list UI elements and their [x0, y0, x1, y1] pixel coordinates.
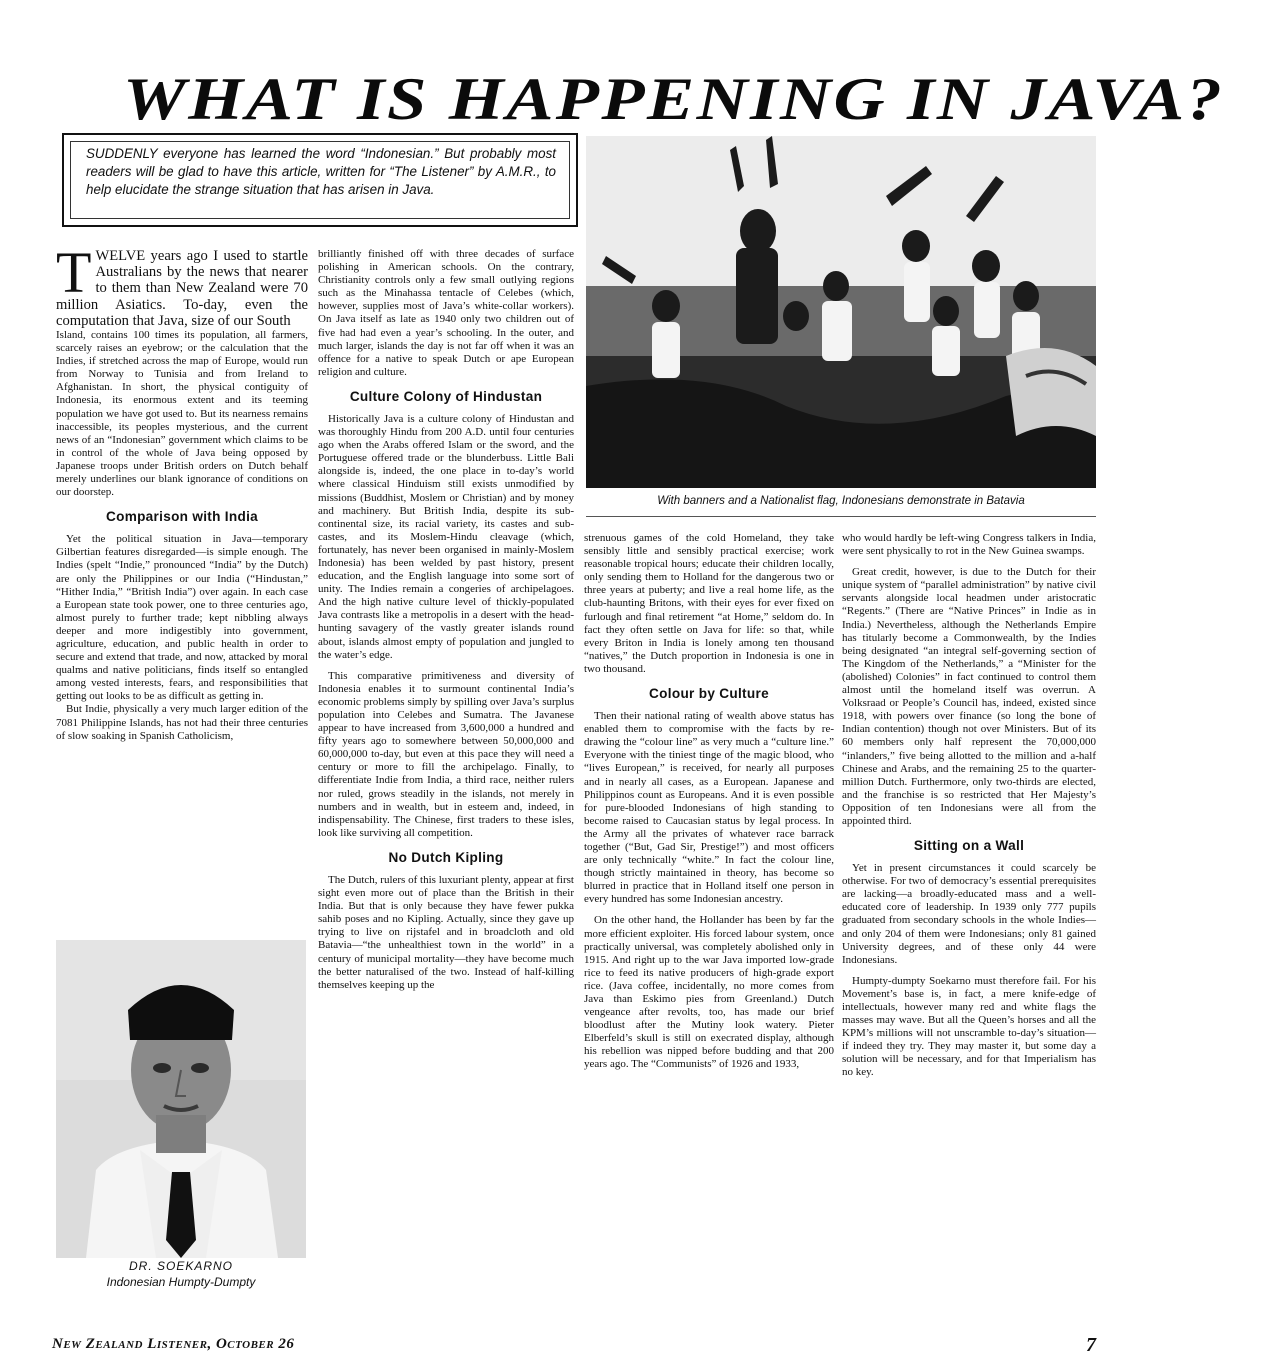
paragraph: Yet the political situation in Java—temporary Gilbertian features disregarded—is simple enough. The Indies (spelt “Indie,” pronounced “India” by the Dutch) are only the Philippines or our India (“Hindustan,” “Hither India,” “British India”) over again. In each case a European state took power, one to three centuries ago, almost purely to further trade; kept nibbling always deeper and more indigestibly into government, agriculture, education, and public health in order to secure and extend that trade, and now, attacked by moral qualms and native politicians, finds itself so entangled among vested interests, fears, and responsibilities that getting out looks to be as difficult as getting in. [56, 533, 308, 703]
subheading-colour-by-culture: Colour by Culture [649, 686, 769, 702]
demonstration-photo [586, 136, 1096, 488]
drop-cap: T [56, 240, 92, 305]
paragraph: This comparative primitiveness and diversity of Indonesia enables it to surmount continental India’s economic problems simply by spilling over Java’s surplus population into Celebes and Sumatra. The Javanese appear to have increased from 3,600,000 a hundred and fifty years ago to somewhere between 50,000,000 and 60,000,000 to-day, but even at this pace they will need a century or more to fill the archipelago. Finally, to differentiate Indie from India, a third race, neither rulers nor ruled, grows steadily in the islands, not merely in numbers and in wealth, but in esteem and, indeed, in indispensability. The Chinese, first traders to these isles, look like surviving all competition. [318, 669, 574, 839]
article-column-1 [56, 240, 308, 930]
paragraph: who would hardly be left-wing Congress talkers in India, were sent physically to rot in the New Guinea swamps. [842, 532, 1096, 558]
paragraph: Great credit, however, is due to the Dutch for their unique system of “parallel administration” by native civil servants alongside local headmen under aristocratic “Regents.” (There are “Native Princes” in Indie as in India.) Nevertheless, although the Netherlands Empire has titularly become a Commonwealth, by the Indies being designated “an integral self-governing section of The Kingdom of the Netherlands,” a “Minister for the (abolished) Colonies” in fact continued to control them almost until the homeland itself was overrun. A Volksraad or People’s Council has, indeed, existed since 1918, with powers over finance (so long the bone of Indian contention) though not over Ministers. But of its 60 members only half represent the 70,000,000 “inlanders,” five being allotted to the million and a-half Chinese and Arabs, and the remaining 25 to the quarter-million Dutch. Furthermore, only two-thirds are elected, and the franchise is so restricted that Her Majesty’s Opposition of ten Indonesians were all from the appointed third. [842, 566, 1096, 827]
subheading-sitting-on-a-wall: Sitting on a Wall [913, 838, 1025, 854]
paragraph: Yet in present circumstances it could scarcely be otherwise. For two of democracy’s essential prerequisites are lacking—a broadly-educated mass and a well-educated core of leadership. In 1939 only 777 pupils graduated from secondary schools in the whole Indies—and only 204 of them were Indonesians; only 81 gained University degrees, and of these only 44 were Indonesians. [842, 862, 1096, 966]
portrait-subtitle: Indonesian Humpty-Dumpty [106, 1275, 256, 1289]
lead-paragraph [56, 240, 308, 329]
article-column-4 [842, 532, 1096, 1296]
paragraph: Humpty-dumpty Soekarno must therefore fail. For his Movement’s base is, in fact, a mere knife-edge of intellectuals, however many red and white flags the masses may wave. But all the Queen’s horses and all the KPM’s millions will not unscramble to-day’s situation—if indeed they try. They may master it, but some day a solution will be necessary, and for that Imperialism has no key. [842, 974, 1096, 1079]
article-column-2 [318, 248, 574, 1296]
portrait-photo [56, 940, 306, 1258]
paragraph: strenuous games of the cold Homeland, they take sensibly little and sensibly practical exercise; work reasonable tropical hours; educate their children locally, only sending them to Holland for the dangerous two or three years at puberty; and live a real home life, as the club-haunting Britons, with their eyes for ever fixed on furlough and final retirement “at Home,” seldom do. In fact they often settle on Java for life: so that, while every Briton in India is lonely among ten thousand “natives,” the Dutch proportion in Indonesia is one in two thousand. [584, 532, 834, 675]
paragraph: Island, contains 100 times its population, all farmers, scarcely raises an eyebrow; or the calculation that the Indies, if stretched across the map of Europe, would run from Norway to Tunisia and from Ireland to Afghanistan. In short, the physical contiguity of Indonesia, its enormous extent and its teeming population we have got used to. But its nearness remains inaccessible, its peoples mysterious, and the current news of an “Indonesian” government which claims to be in control of the whole of Java being opposed by Japanese troops under British orders on Dutch behalf merely underlines our blank ignorance of conditions on our doorstep. [56, 329, 308, 499]
intro-text: SUDDENLY everyone has learned the word “Indonesian.” But probably most readers will be glad to have this article, written for “The Listener” by A.M.R., to help elucidate the strange situation that has arisen in Java. [86, 146, 556, 197]
photo-caption: With banners and a Nationalist flag, Indonesians demonstrate in Batavia [657, 495, 1025, 507]
paragraph: Then their national rating of wealth above status has enabled them to compromise with the facts by re-drawing the “colour line” as very much a “culture line.” Everyone with the tiniest tinge of the magic blood, who “lives European,” is received, for nearly all purposes and in nearly all cases, as a European. Japanese and Philippinos count as Europeans. And it is even possible for pure-blooded Indonesians of high standing to become raised to Caucasian status by legal process. In the Army all the privates of whatever race barrack together (“But, Gad Sir, Prestige!”) and most officers are only technically “white.” In fact the colour line, though strictly maintained in theory, has become so blurred in practice that in Holland itself one person in every hundred has some Indonesian ancestry. [584, 710, 834, 906]
soekarno-portrait-image [56, 940, 306, 1258]
paragraph: brilliantly finished off with three decades of surface polishing in American schools. On the contrary, Christianity controls only a few small outlying regions such as the Minahassa tentacle of Celebes (which, however, supplies most of Java’s white-collar workers). On Java itself as late as 1940 only two children out of five had had even a year’s schooling. In the outer, and much larger, islands the day is not far off when it was an offence for a native to speak Dutch or ape European religion and culture. [318, 248, 574, 378]
paragraph: But Indie, physically a very much larger edition of the 7081 Philippine Islands, has not had their three centuries of slow soaking in Spanish Catholicism, [56, 703, 308, 742]
paragraph: The Dutch, rulers of this luxuriant plenty, appear at first sight even more out of place than the British in their India. But that is only because they have fewer pukka sahib poses and no Kipling. Actually, since they gave up trying to live on rijstafel and in broadcloth and old Batavia—“the unhealthiest town in the world” in a century of municipal mortality—they have become much the better naturalised of the two. Instead of half-killing themselves keeping up the [318, 873, 574, 991]
portrait-name: DR. SOEKARNO [128, 1259, 233, 1273]
intro-box [62, 133, 578, 227]
subheading-comparison-with-india: Comparison with India [105, 509, 259, 525]
crowd-image [586, 136, 1096, 488]
publication-footer: New Zealand Listener, October 26 [52, 1336, 295, 1352]
paragraph: On the other hand, the Hollander has been by far the more efficient exploiter. His forced labour system, once practically universal, was completely abolished only in 1915. And right up to the war Java imported low-grade rice to feed its native producers of high-grade export rice. (Java coffee, incidentally, no more comes from Java than Eskimo pies from Greenland.) Dutch vengeance after revolts, too, has made our brief bloodlust after the Mutiny look watery. Pieter Elberfeld’s skull is still on execrated display, although his rebellion was nipped before budding and that 200 years ago. The “Communists” of 1926 and 1933, [584, 914, 834, 1071]
paragraph: Historically Java is a culture colony of Hindustan and was thoroughly Hindu from 200 A.D. until four centuries ago when the Arabs offered Islam or the sword, and the Portuguese offered trade or the blunderbuss. Little Bali alongside is, indeed, the one place in to-day’s world where classical Hinduism still exists unmodified by missions (Buddhist, Moslem or Christian) and by money and machinery. But British India, despite its sub-continental size, its racial variety, its castes and sub-castes, and its Moslem-Hindu cleavage (which, fortunately, has never been organised in mainly-Moslem Indonesia) has been welded by past history, present education, and the English language into some sort of unity. The Indies remain a congeries of archipelagoes. And the high native culture level of thickly-populated Java contrasts like a metropolis in a desert with the head-hunting savagery of the vastly greater islands round about, islands almost empty of population and jungled to the water’s edge. [318, 412, 574, 661]
page-number: 7 [1086, 1334, 1096, 1356]
caption-rule [586, 516, 1096, 517]
portrait-caption [56, 1258, 306, 1294]
lead-text: WELVE years ago I used to startle Australians by the news that nearer to them than New Zealand were 70 million Asiatics. To-day, even the computation that Java, size of our South [56, 248, 308, 329]
headline: WHAT IS HAPPENING IN JAVA? [122, 66, 1225, 132]
subheading-no-dutch-kipling: No Dutch Kipling [388, 849, 504, 865]
subheading-culture-colony: Culture Colony of Hindustan [349, 388, 543, 404]
article-column-3 [584, 532, 834, 1296]
